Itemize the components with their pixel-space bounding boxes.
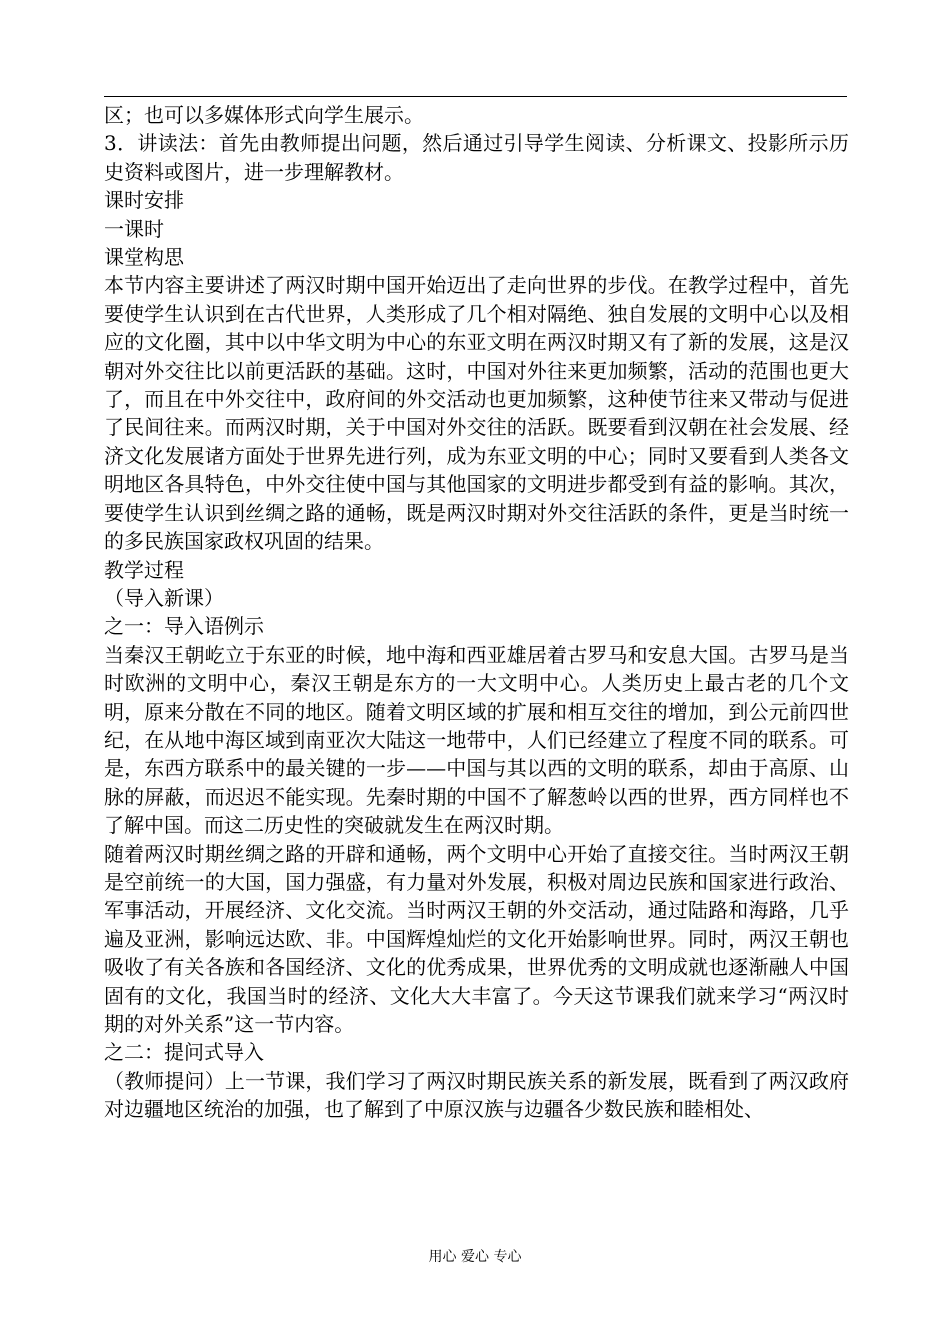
heading-intro-example: 之一：导入语例示 [104,614,264,639]
heading-question-intro: 之二：提问式导入 [104,1040,264,1065]
subheading-intro: （导入新课） [104,585,224,610]
page-footer: 用心 爱心 专心 [428,1249,522,1265]
paragraph-concept: 本节内容主要讲述了两汉时期中国开始迈出了走向世界的步伐。在教学过程中，首先要使学生认识到在古代世界，人类形成了几个相对隔绝、独自发展的文明中心以及相应的文化圈，其中以中华文明为中心的东亚文明在两汉时期又有了新的发展，这是汉朝对外交往比以前更活跃的基础。这时，中国对外往来更加频繁，活动的范围也更大了，而且在中外交往中，政府间的外交活动也更加频繁，这种使节往来又带动与促进了民间往来。而两汉时期，关于中国对外交往的活跃。既要看到汉朝在社会发展、经济文化发展诸方面处于世界先进行列，成为东亚文明的中心；同时又要看到人类各文明地区各具特色，中外交往使中国与其他国家的文明进步都受到有益的影响。其次，要使学生认识到丝绸之路的通畅，既是两汉时期对外交往活跃的条件，更是当时统一的多民族国家政权巩固的结果。 [104,273,849,554]
schedule-value: 一课时 [104,216,164,241]
header-rule [104,96,847,97]
heading-concept: 课堂构思 [104,245,184,270]
paragraph-continuation: 区；也可以多媒体形式向学生展示。 [104,103,424,127]
paragraph-question-intro: （教师提问）上一节课，我们学习了两汉时期民族关系的新发展，既看到了两汉政府对边疆地区统治的加强，也了解到了中原汉族与边疆各少数民族和睦相处、 [104,1068,849,1122]
paragraph-intro-2: 随着两汉时期丝绸之路的开辟和通畅，两个文明中心开始了直接交往。当时两汉王朝是空前统一的大国，国力强盛，有力量对外发展，积极对周边民族和国家进行政治、军事活动，开展经济、文化交流。当时两汉王朝的外交活动，通过陆路和海路，几乎遍及亚洲，影响远达欧、非。中国辉煌灿烂的文化开始影响世界。同时，两汉王朝也吸收了有关各族和各国经济、文化的优秀成果，世界优秀的文明成就也逐渐融人中国固有的文化，我国当时的经济、文化大大丰富了。今天这节课我们就来学习“两汉时期的对外关系”这一节内容。 [104,841,849,1036]
paragraph-method-3: 3．讲读法：首先由教师提出问题，然后通过引导学生阅读、分析课文、投影所示历史资料或图片，进一步理解教材。 [104,131,849,184]
paragraph-intro-1: 当秦汉王朝屹立于东亚的时候，地中海和西亚雄居着古罗马和安息大国。古罗马是当时欧洲的文明中心，秦汉王朝是东方的一大文明中心。人类历史上最古老的几个文明，原来分散在不同的地区。随着文明区域的扩展和相互交往的增加，到公元前四世纪，在从地中海区域到南亚次大陆这一地带中，人们已经建立了程度不同的联系。可是，东西方联系中的最关键的一步——中国与其以西的文明的联系，却由于高原、山脉的屏蔽，而迟迟不能实现。先秦时期的中国不了解葱岭以西的世界，西方同样也不了解中国。而这二历史性的突破就发生在两汉时期。 [104,642,849,838]
heading-process: 教学过程 [104,557,184,582]
heading-schedule: 课时安排 [104,188,184,213]
document-body [104,101,849,1124]
